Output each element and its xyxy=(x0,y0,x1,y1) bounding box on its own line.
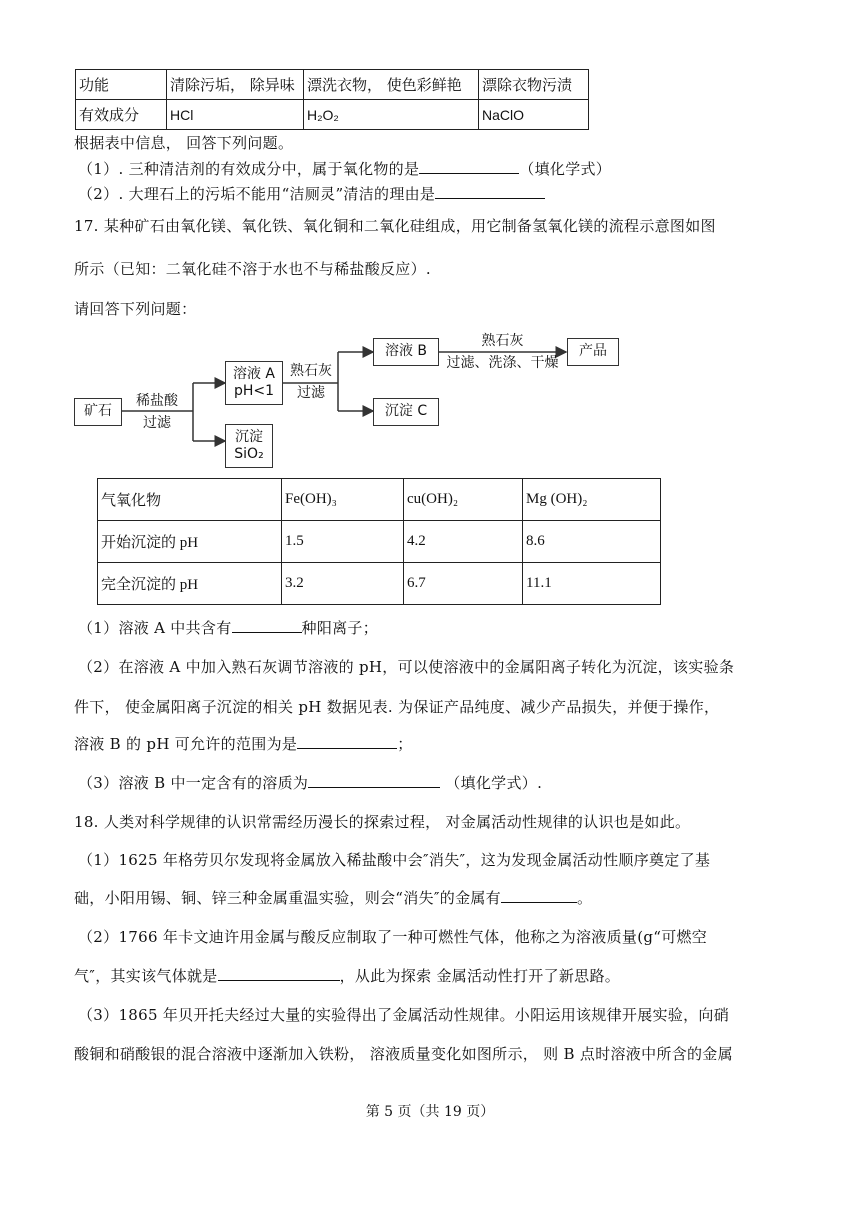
table-cell: 4.2 xyxy=(404,521,523,563)
table-cell: H₂O₂ xyxy=(304,100,479,130)
lime-label: 熟石灰 xyxy=(290,363,332,379)
question-16-2: （2）. 大理石上的污垢不能用“洁厕灵”清洁的理由是 xyxy=(78,184,545,204)
question-18-2-line1: （2）1766 年卡文迪许用金属与酸反应制取了一种可燃性气体，他称之为溶液质量(g“可燃空 xyxy=(78,928,708,946)
question-17-2-line2: 件下， 使金属阳离子沉淀的相关 pH 数据见表. 为保证产品纯度、减少产品损失，并便于操作， xyxy=(74,698,720,716)
table-cell: 功能 xyxy=(76,70,167,100)
answer-blank[interactable] xyxy=(218,966,340,981)
table-cell: Mg (OH)₂ xyxy=(523,479,661,521)
page-footer: 第 5 页（共 19 页） xyxy=(365,1104,495,1120)
table-cell: 漂洗衣物， 使色彩鲜艳 xyxy=(304,70,479,100)
question-18-2-line2: 气″，其实该气体就是 ，从此为探索 金属活动性打开了新思路。 xyxy=(74,967,621,985)
table-cell: 3.2 xyxy=(282,563,404,605)
question-17-1: （1）溶液 A 中共含有 种阳离子； xyxy=(78,619,379,637)
question-18-3-line2: 酸铜和硝酸银的混合溶液中逐渐加入铁粉， 溶液质量变化如图所示， 则 B 点时溶液中所含的金属 xyxy=(74,1045,733,1063)
answer-blank[interactable] xyxy=(232,618,302,633)
intro-text: 根据表中信息， 回答下列问题。 xyxy=(74,134,294,152)
answer-blank[interactable] xyxy=(308,773,440,788)
question-17-line2: 所示（已知：二氧化硅不溶于水也不与稀盐酸反应）. xyxy=(74,260,431,278)
question-17-prompt: 请回答下列问题： xyxy=(74,300,197,318)
acid-label: 稀盐酸 xyxy=(136,393,178,409)
table-cell: HCl xyxy=(167,100,304,130)
lime-label-2: 熟石灰 xyxy=(481,333,524,349)
question-17-2-line1: （2）在溶液 A 中加入熟石灰调节溶液的 pH，可以使溶液中的金属阳离子转化为沉淀，该实验条 xyxy=(78,658,735,676)
table-cell: 开始沉淀的 pH xyxy=(98,521,282,563)
question-18: 18. 人类对科学规律的认识常需经历漫长的探索过程， 对金属活动性规律的认识也是如此。 xyxy=(74,813,691,831)
table-cell: cu(OH)₂ xyxy=(404,479,523,521)
table-cell: 1.5 xyxy=(282,521,404,563)
question-16-1: （1）. 三种清洁剂的有效成分中，属于氧化物的是 （填化学式） xyxy=(78,160,612,178)
table-cell: 11.1 xyxy=(523,563,661,605)
table-row xyxy=(98,563,661,605)
solution-a-box: 溶液 A pH<1 xyxy=(225,361,283,405)
table-row xyxy=(98,521,661,563)
question-17-3: （3）溶液 B 中一定含有的溶质为 （填化学式）. xyxy=(78,774,543,792)
table-cell: 气氧化物 xyxy=(98,479,282,521)
question-18-3-line1: （3）1865 年贝开托夫经过大量的实验得出了金属活动性规律。小阳运用该规律开展实验，向硝 xyxy=(78,1006,729,1024)
question-18-1-line1: （1）1625 年格劳贝尔发现将金属放入稀盐酸中会″消失″，这为发现金属活动性顺序奠定了基 xyxy=(78,851,711,869)
table-row xyxy=(98,479,661,521)
operations-label: 过滤、洗涤、干燥 xyxy=(446,355,559,371)
table-cell: 8.6 xyxy=(523,521,661,563)
table-cell: Fe(OH)₃ xyxy=(282,479,404,521)
product-box: 产品 xyxy=(567,338,619,366)
table-cell: NaClO xyxy=(479,100,589,130)
precipitate-c-box: 沉淀 C xyxy=(373,398,439,426)
precipitate-sio2-box: 沉淀 SiO₂ xyxy=(225,424,273,468)
question-18-1-line2: 础，小阳用锡、铜、锌三种金属重温实验，则会“消失″的金属有 。 xyxy=(74,889,593,907)
answer-blank[interactable] xyxy=(297,734,397,749)
ph-table xyxy=(97,478,661,605)
table-cell: 清除污垢， 除异味 xyxy=(167,70,304,100)
table-cell: 漂除衣物污渍 xyxy=(479,70,589,100)
table-cell: 有效成分 xyxy=(76,100,167,130)
filter-label: 过滤 xyxy=(143,415,171,431)
answer-blank[interactable] xyxy=(501,888,577,903)
ore-box: 矿石 xyxy=(74,398,122,426)
filter-label-2: 过滤 xyxy=(297,385,325,401)
solution-b-box: 溶液 B xyxy=(373,338,439,366)
table-cell: 6.7 xyxy=(404,563,523,605)
table-cell: 完全沉淀的 pH xyxy=(98,563,282,605)
question-17-2-line3: 溶液 B 的 pH 可允许的范围为是 ； xyxy=(74,735,413,753)
question-17-line1: 17. 某种矿石由氧化镁、氧化铁、氧化铜和二氧化硅组成，用它制备氢氧化镁的流程示意图如图 xyxy=(74,217,716,235)
